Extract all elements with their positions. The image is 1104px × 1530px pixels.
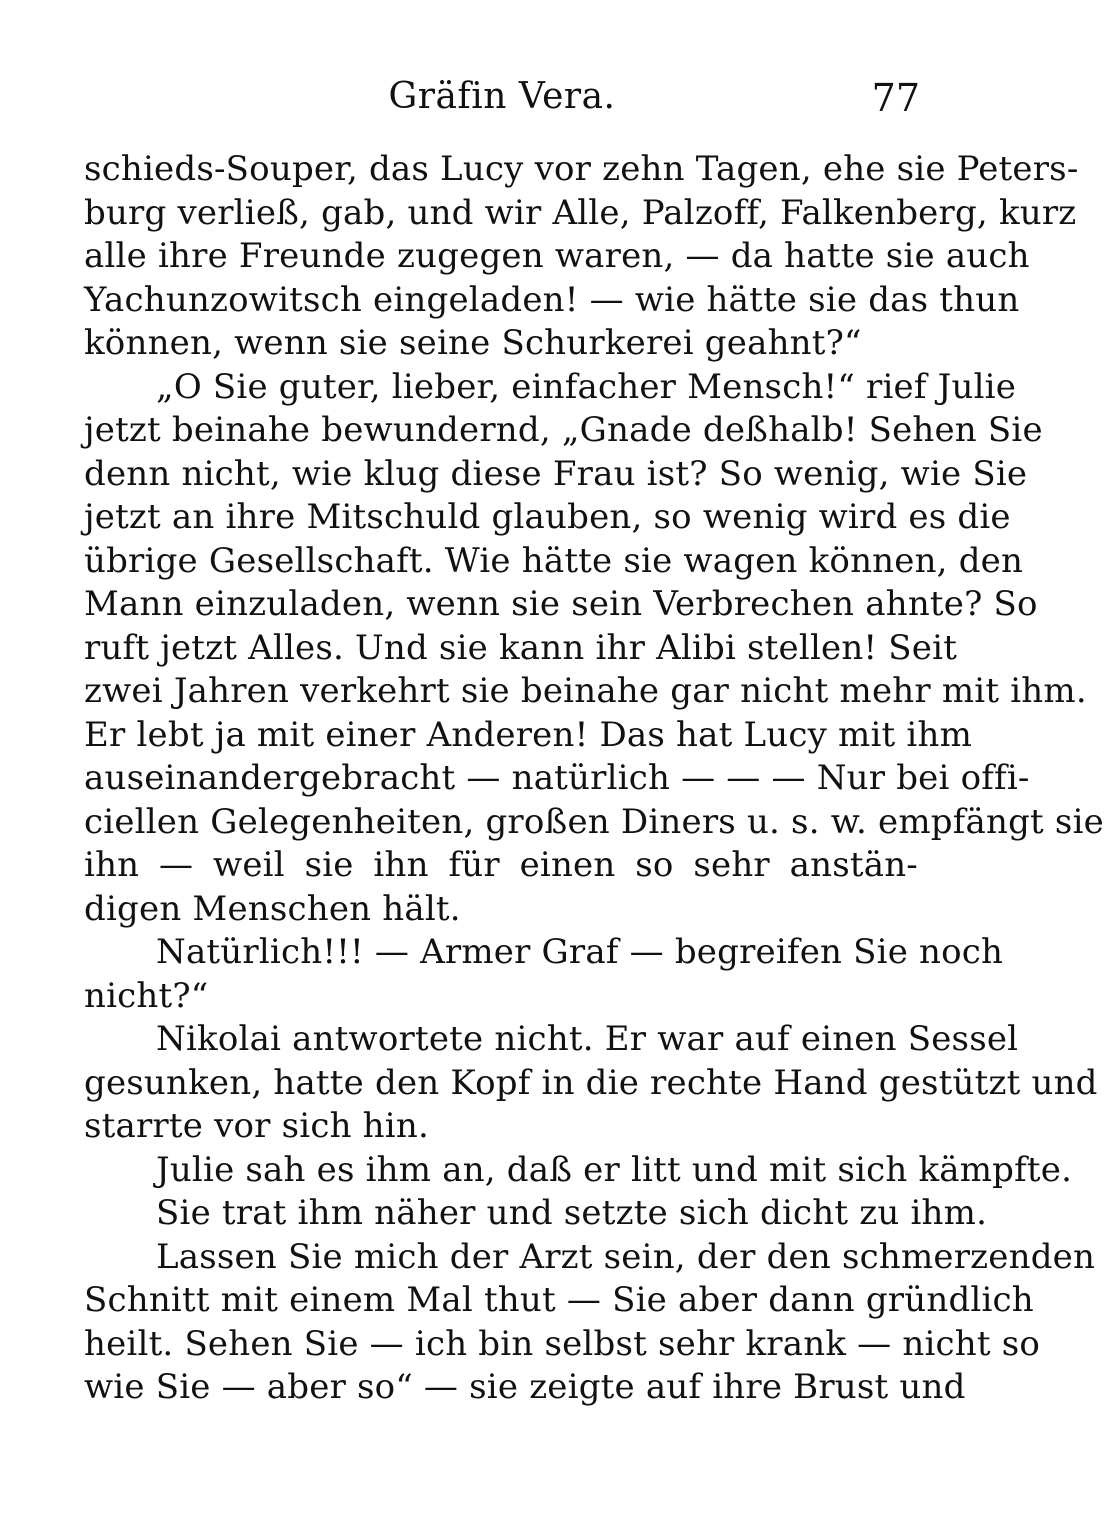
page-number: 77 [871,76,920,120]
text-line: denn nicht, wie klug diese Frau ist? So wenig, wie Sie [84,453,1028,494]
text-line: Lassen Sie mich der Arzt sein, der den schmerzenden [156,1236,1096,1277]
text-line: Mann einzuladen, wenn sie sein Verbrechen ahnte? So [84,584,1038,624]
text-line: Er lebt ja mit einer Anderen! Das hat Lucy mit ihm [84,714,973,755]
text-line: gesunken, hatte den Kopf in die rechte Hand gestützt und [84,1062,1098,1103]
text-line: ciellen Gelegenheiten, großen Diners u. s. w. empfängt sie [84,801,1104,842]
text-line: nicht?“ [84,975,209,1016]
text-line: wie Sie — aber so“ — sie zeigte auf ihre Brust und [84,1367,966,1407]
page-header [84,72,920,128]
text-line: Nikolai antwortete nicht. Er war auf einen Sessel [156,1019,1019,1059]
text-line: können, wenn sie seine Schurkerei geahnt?“ [84,323,862,363]
text-line: alle ihre Freunde zugegen waren, — da hatte sie auch [84,236,1030,276]
text-line: jetzt beinahe bewundernd, „Gnade deßhalb! Sehen Sie [84,410,1043,450]
text-line: ruft jetzt Alles. Und sie kann ihr Alibi stellen! Seit [84,627,958,668]
text-line: jetzt an ihre Mitschuld glauben, so wenig wird es die [84,497,1011,537]
running-title: Gräfin Vera. [388,76,616,117]
text-line: übrige Gesellschaft. Wie hätte sie wagen können, den [84,540,1024,581]
text-line: zwei Jahren verkehrt sie beinahe gar nicht mehr mit ihm. [84,671,1087,711]
text-line: Sie trat ihm näher und setzte sich dicht zu ihm. [156,1193,988,1233]
body-text [84,148,1104,1410]
text-line: „O Sie guter, lieber, einfacher Mensch!“ rief Julie [156,366,1017,407]
text-line: digen Menschen hält. [84,888,461,929]
text-line: ihn — weil sie ihn für einen so sehr anstän- [84,845,918,885]
text-line: schieds-Souper, das Lucy vor zehn Tagen, ehe sie Peters- [84,149,1079,189]
text-line: Natürlich!!! — Armer Graf — begreifen Sie noch [156,932,1004,972]
text-line: Yachunzowitsch eingeladen! — wie hätte sie das thun [84,279,1020,320]
text-line: burg verließ, gab, und wir Alle, Palzoff, Falkenberg, kurz [84,192,1077,233]
text-line: Julie sah es ihm an, daß er litt und mit sich kämpfte. [156,1149,1073,1190]
text-line: auseinandergebracht — natürlich — — — Nur bei offi- [84,758,1030,798]
text-line: heilt. Sehen Sie — ich bin selbst sehr krank — nicht so [84,1323,1041,1364]
text-line: starrte vor sich hin. [84,1106,429,1146]
text-line: Schnitt mit einem Mal thut — Sie aber dann gründlich [84,1280,1034,1320]
